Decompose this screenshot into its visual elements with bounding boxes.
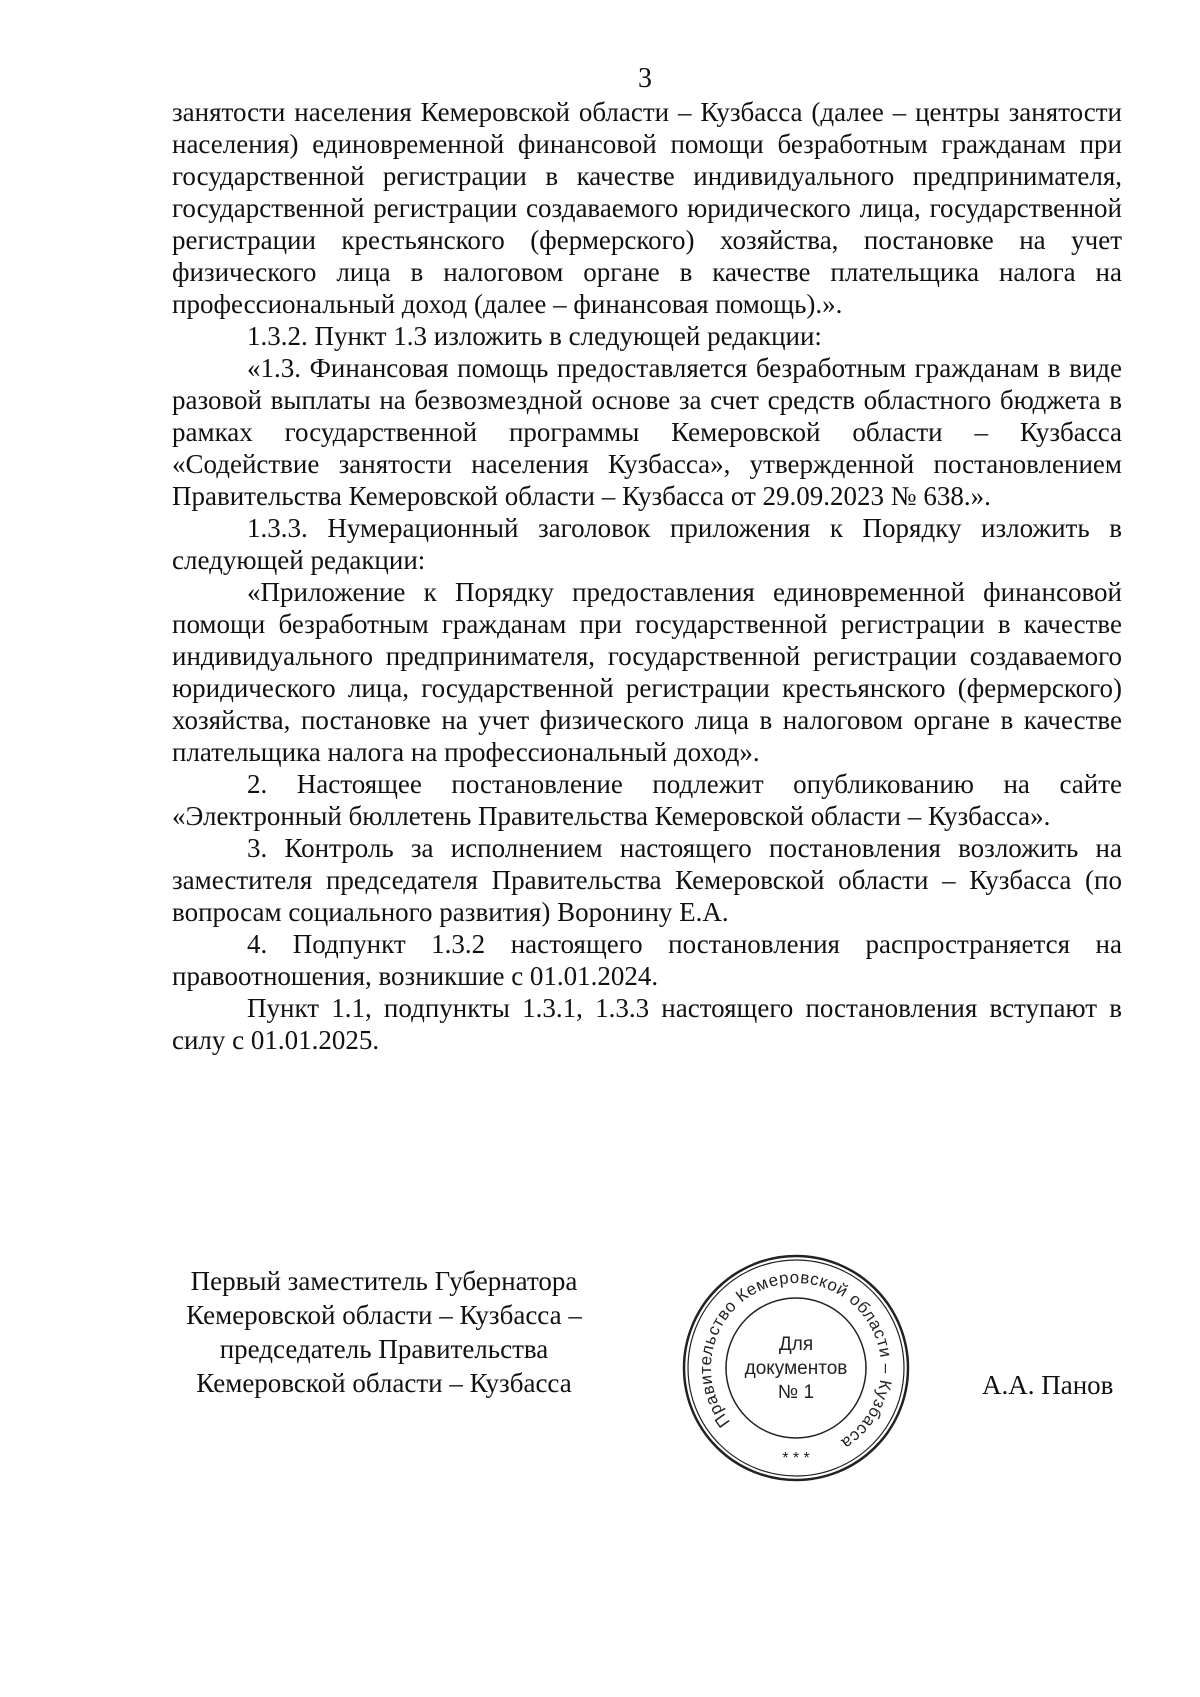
- page-number: 3: [638, 63, 652, 94]
- signer-line: Кемеровской области – Кузбасса –: [186, 1300, 582, 1330]
- paragraph-3: 3. Контроль за исполнением настоящего постановления возложить на заместителя председателя Правительства Кемеровской области – Кузбасса (по вопросам социального развития) Воронину Е.А.: [172, 833, 1122, 927]
- seal-stars: * * *: [782, 1450, 810, 1467]
- paragraph-quote-appendix: «Приложение к Порядку предоставления единовременной финансовой помощи безработным гражданам при государственной регистрации в качестве индивидуального предпринимателя, государственной регистрации создаваемого юридического лица, государственной регистрации крестьянского (фермерского) хозяйства, постановке на учет физического лица в налоговом органе в качестве плательщика налога на профессиональный доход».: [172, 577, 1122, 767]
- paragraph-1-3-2: 1.3.2. Пункт 1.3 изложить в следующей редакции:: [247, 321, 822, 351]
- paragraph-continuation: занятости населения Кемеровской области – Кузбасса (далее – центры занятости населения) единовременной финансовой помощи безработным гражданам при государственной регистрации в качестве индивидуального предпринимателя, государственной регистрации создаваемого юридического лица, государственной регистрации крестьянского (фермерского) хозяйства, постановке на учет физического лица в налоговом органе в качестве плательщика налога на профессиональный доход (далее – финансовая помощь).».: [172, 97, 1122, 319]
- seal-center-line: документов: [744, 1358, 848, 1379]
- paragraph-quote-1-3: «1.3. Финансовая помощь предоставляется безработным гражданам в виде разовой выплаты на безвозмездной основе за счет средств областного бюджета в рамках государственной программы Кемеровской области – Кузбасса «Содействие занятости населения Кузбасса», утвержденной постановлением Правительства Кемеровской области – Кузбасса от 29.09.2023 № 638.».: [172, 353, 1122, 511]
- document-body: [172, 96, 1122, 1056]
- paragraph-4: 4. Подпункт 1.3.2 настоящего постановления распространяется на правоотношения, возникшие с 01.01.2024.: [172, 929, 1122, 991]
- seal-ring-text: Правительство Кемеровской области – Кузбасса: [695, 1267, 897, 1454]
- paragraph-2: 2. Настоящее постановление подлежит опубликованию на сайте «Электронный бюллетень Правительства Кемеровской области – Кузбасса».: [172, 769, 1122, 831]
- seal-center-line: Для: [778, 1334, 814, 1355]
- signer-line: Кемеровской области – Кузбасса: [196, 1368, 572, 1398]
- signer-title: [168, 1264, 600, 1400]
- signer-name: А.А. Панов: [982, 1370, 1114, 1400]
- official-seal: [676, 1248, 916, 1488]
- signer-line: Первый заместитель Губернатора: [190, 1266, 578, 1296]
- paragraph-effective-date: Пункт 1.1, подпункты 1.3.1, 1.3.3 настоящего постановления вступают в силу с 01.01.2025.: [172, 993, 1122, 1055]
- seal-center-line: № 1: [777, 1382, 815, 1403]
- signer-line: председатель Правительства: [219, 1334, 549, 1364]
- paragraph-1-3-3: 1.3.3. Нумерационный заголовок приложения к Порядку изложить в следующей редакции:: [172, 513, 1122, 575]
